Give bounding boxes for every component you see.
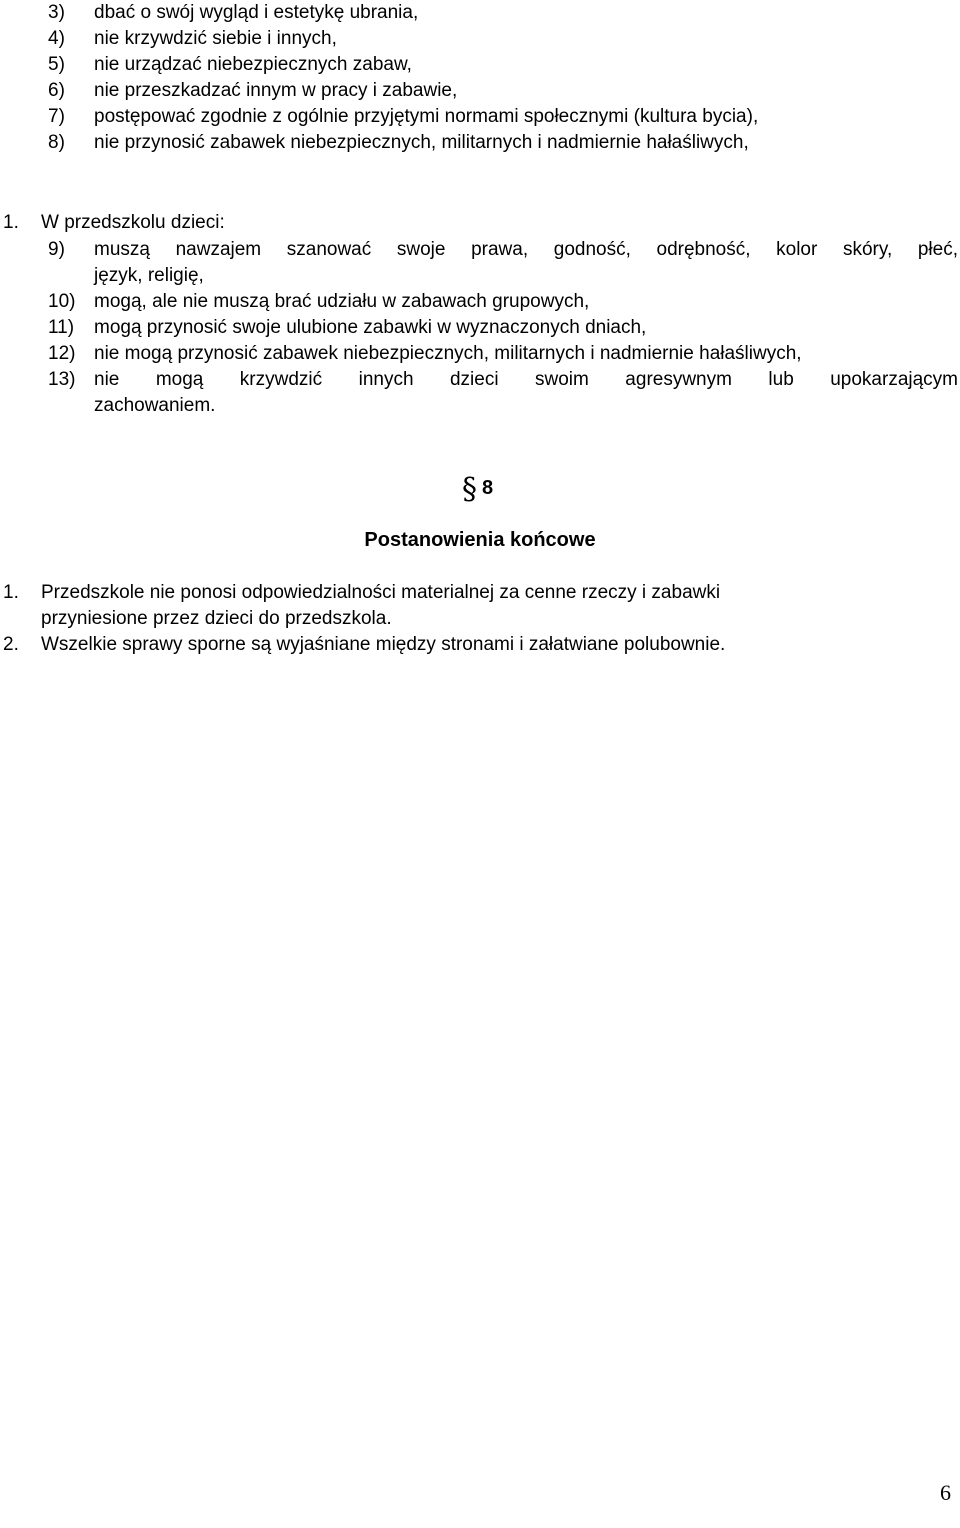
list-item-text: mogą przynosić swoje ulubione zabawki w wyznaczonych dniach,	[94, 317, 647, 338]
list-item-number: 8)	[48, 132, 65, 153]
list-item-number: 10)	[48, 291, 76, 312]
list-item-number: 5)	[48, 54, 65, 75]
list-item-text: nie przeszkadzać innym w pracy i zabawie,	[94, 80, 458, 101]
list-item-text: nie przynosić zabawek niebezpiecznych, militarnych i nadmiernie hałaśliwych,	[94, 132, 749, 153]
list-item-text: dbać o swój wygląd i estetykę ubrania,	[94, 2, 419, 23]
section-sign-icon: §	[462, 472, 477, 507]
paragraph-number: 8	[482, 477, 494, 499]
final-point-text: Przedszkole nie ponosi odpowiedzialności materialnej za cenne rzeczy i zabawki	[41, 582, 721, 603]
section-number: 1.	[3, 212, 19, 233]
list-item-text: muszą nawzajem szanować swoje prawa, godność, odrębność, kolor skóry, płeć,	[94, 239, 958, 260]
list-item-number: 7)	[48, 106, 65, 127]
final-point-number: 2.	[3, 634, 19, 655]
list-item-text: nie urządzać niebezpiecznych zabaw,	[94, 54, 412, 75]
list-item-number: 12)	[48, 343, 76, 364]
final-point-text: Wszelkie sprawy sporne są wyjaśniane między stronami i załatwiane polubownie.	[41, 634, 726, 655]
list-item-number: 6)	[48, 80, 65, 101]
list-item-text: mogą, ale nie muszą brać udziału w zabawach grupowych,	[94, 291, 590, 312]
page-number: 6	[940, 1480, 951, 1505]
list-item-text: postępować zgodnie z ogólnie przyjętymi normami społecznymi (kultura bycia),	[94, 106, 759, 127]
list-item-number: 9)	[48, 239, 65, 260]
section-heading-text: W przedszkolu dzieci:	[41, 212, 225, 233]
list-item-text: nie mogą krzywdzić innych dzieci swoim agresywnym lub upokarzającym	[94, 369, 958, 390]
list-item-number: 13)	[48, 369, 76, 390]
final-point-number: 1.	[3, 582, 19, 603]
list-item-text: język, religię,	[94, 265, 204, 286]
final-point-text: przyniesione przez dzieci do przedszkola.	[41, 608, 392, 629]
list-item-number: 4)	[48, 28, 65, 49]
list-item-number: 11)	[48, 317, 75, 338]
list-item-text: zachowaniem.	[94, 395, 216, 416]
list-item-text: nie mogą przynosić zabawek niebezpiecznych, militarnych i nadmiernie hałaśliwych,	[94, 343, 802, 364]
list-item-text: nie krzywdzić siebie i innych,	[94, 28, 337, 49]
list-item-number: 3)	[48, 2, 65, 23]
paragraph-title: Postanowienia końcowe	[364, 529, 596, 551]
